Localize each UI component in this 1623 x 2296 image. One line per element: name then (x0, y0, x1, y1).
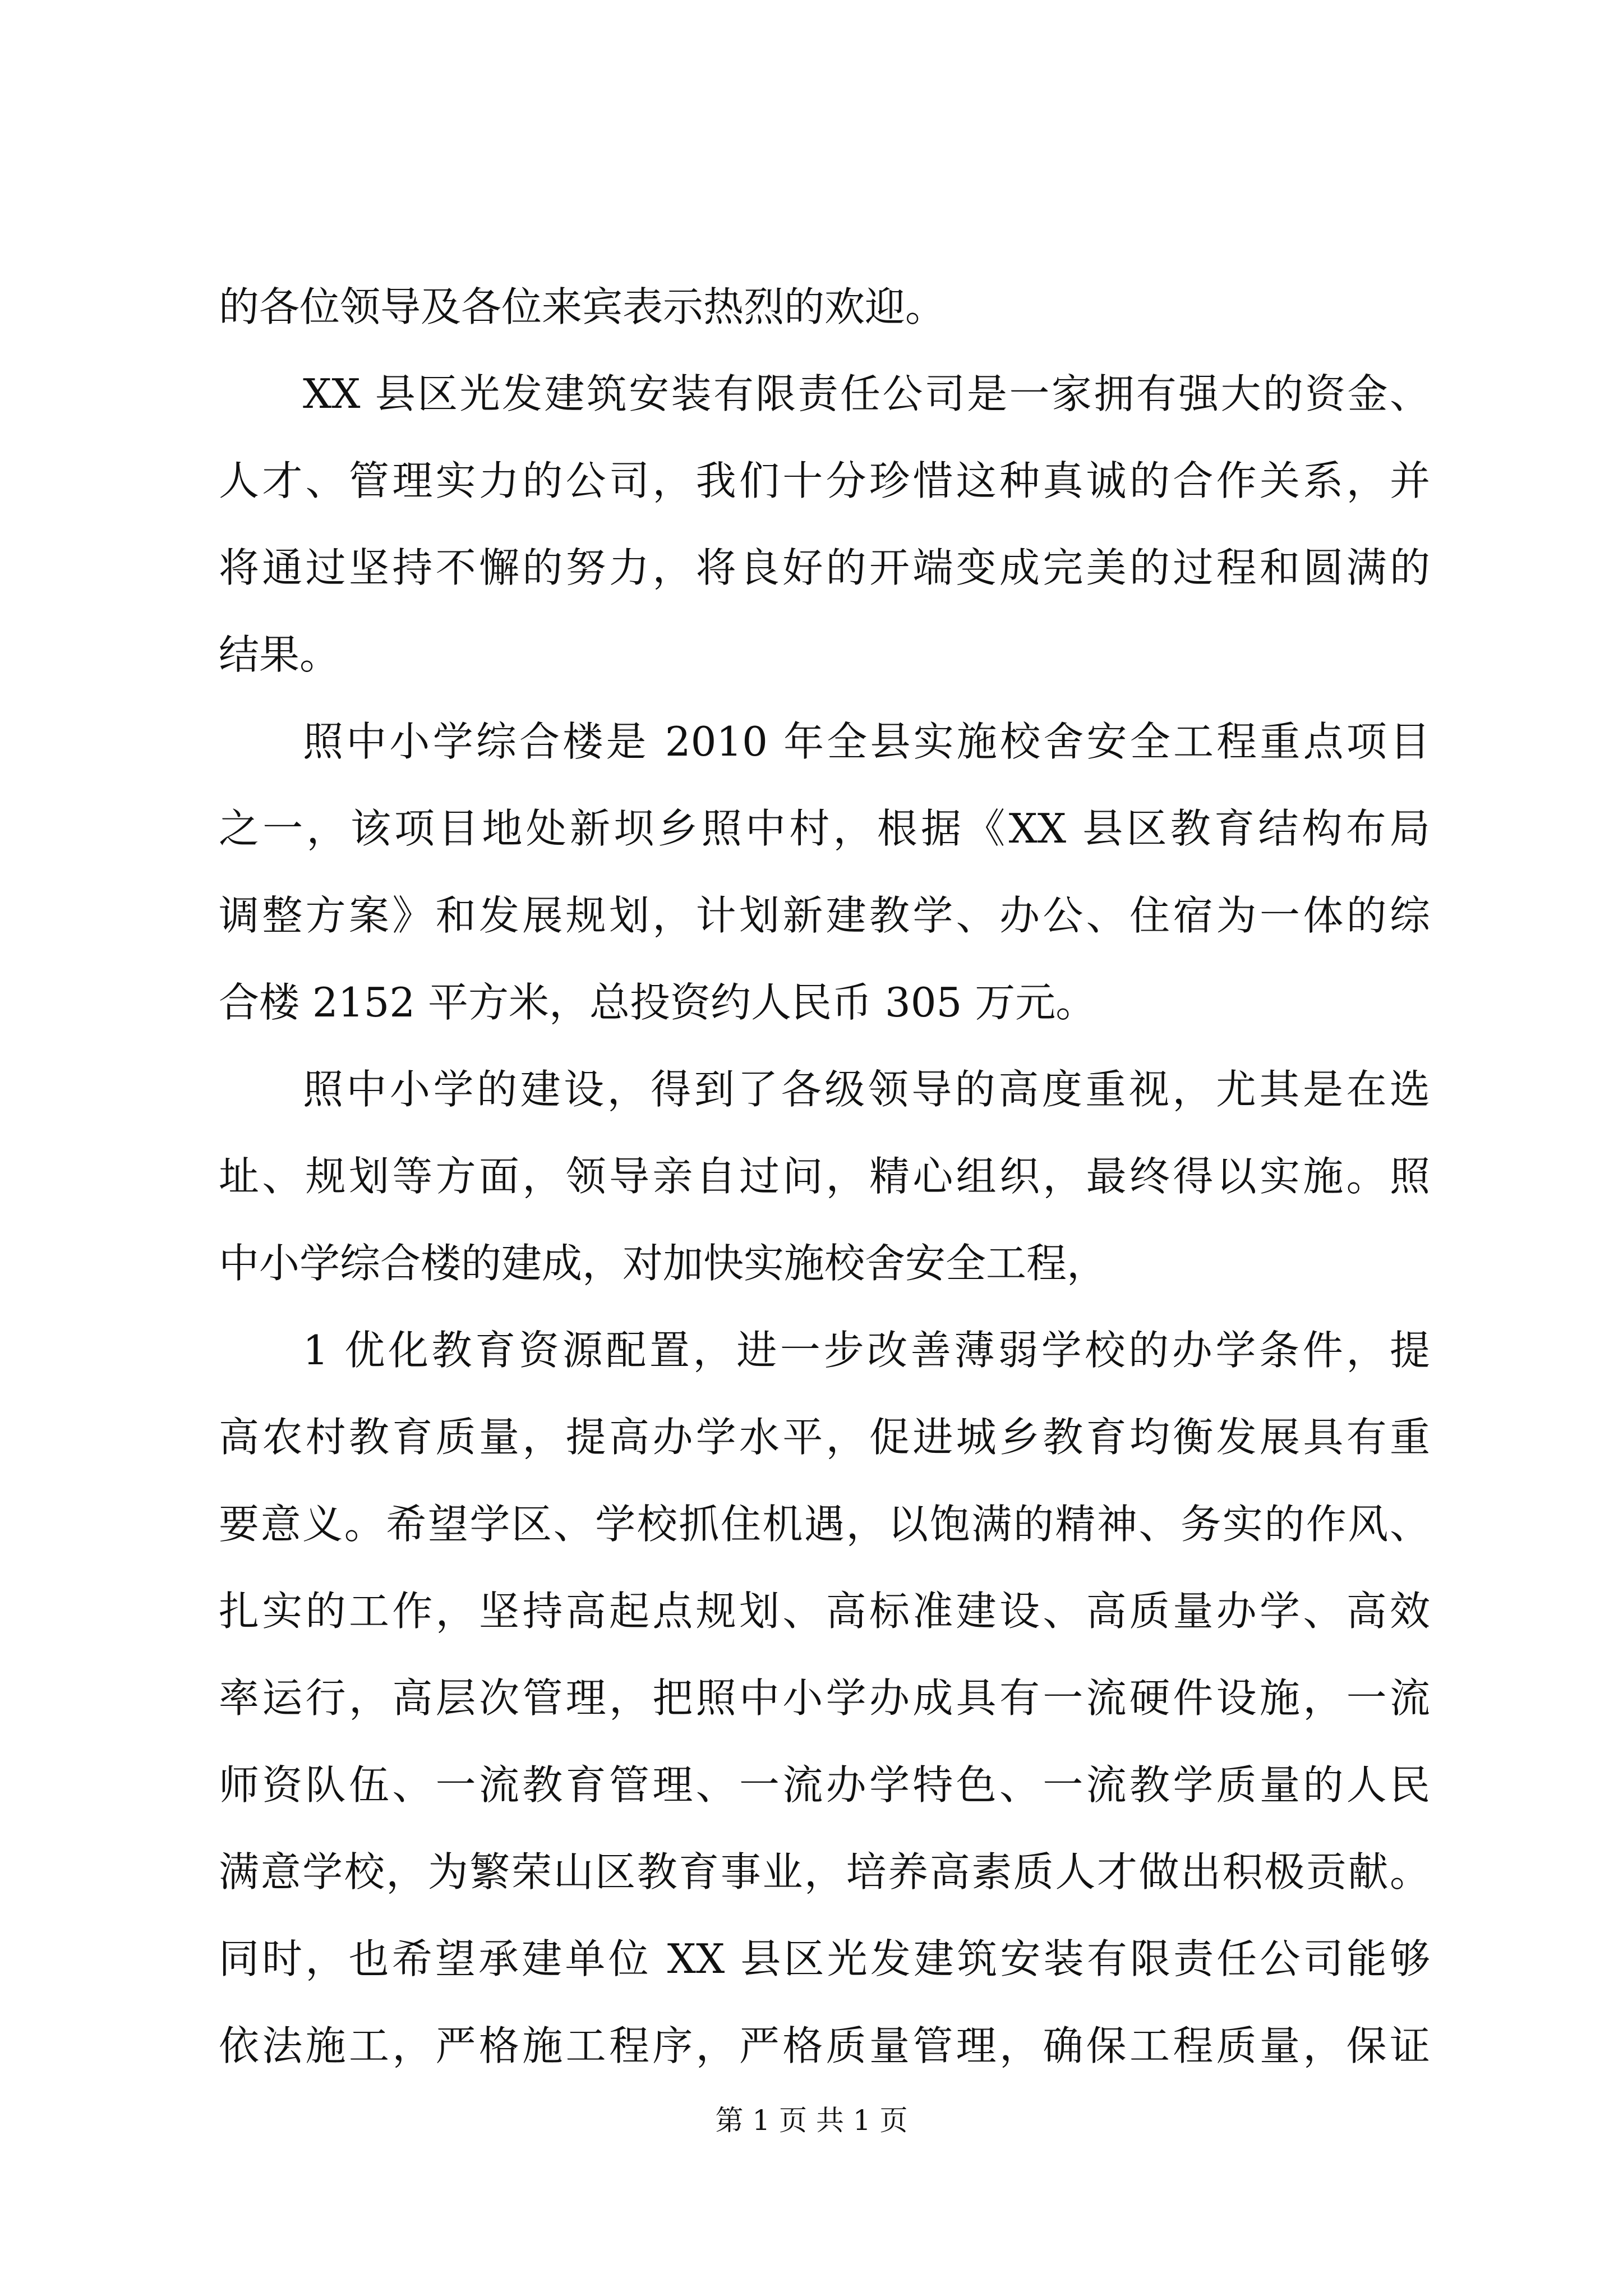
text-line: 的各位领导及各位来宾表示热烈的欢迎。 (219, 283, 946, 330)
text-line: 结果。 (219, 631, 340, 678)
text-line: 师资队伍、一流教育管理、一流办学特色、一流教学质量的人民 (219, 1761, 1430, 1809)
text-line: 人才、管理实力的公司，我们十分珍惜这种真诚的合作关系，并 (219, 457, 1430, 504)
text-line: 率运行，高层次管理，把照中小学办成具有一流硬件设施，一流 (219, 1674, 1430, 1722)
text-line: 同时，也希望承建单位 XX 县区光发建筑安装有限责任公司能够 (219, 1935, 1430, 1982)
page-footer (0, 2101, 1623, 2140)
document-body (219, 264, 1430, 2090)
paragraph (219, 351, 1430, 698)
text-line: 址、规划等方面，领导亲自过问，精心组织，最终得以实施。照 (219, 1153, 1430, 1200)
text-line: 照中小学的建设，得到了各级领导的高度重视，尤其是在选 (303, 1066, 1430, 1113)
text-line: 照中小学综合楼是 2010 年全县实施校舍安全工程重点项目 (303, 718, 1430, 765)
text-line: 调整方案》和发展规划，计划新建教学、办公、住宿为一体的综 (219, 892, 1430, 939)
text-line: 要意义。希望学区、学校抓住机遇，以饱满的精神、务实的作风、 (219, 1501, 1430, 1548)
text-line: 合楼 2152 平方米，总投资约人民币 305 万元。 (219, 979, 1096, 1026)
text-line: 之一，该项目地处新坝乡照中村，根据《XX 县区教育结构布局 (219, 805, 1430, 852)
text-line: 中小学综合楼的建成，对加快实施校舍安全工程， (219, 1240, 1108, 1287)
text-line: XX 县区光发建筑安装有限责任公司是一家拥有强大的资金、 (303, 370, 1430, 417)
text-line: 扎实的工作，坚持高起点规划、高标准建设、高质量办学、高效 (219, 1588, 1430, 1635)
page-number-label: 第 1 页 共 1 页 (715, 2104, 908, 2137)
paragraph (219, 1307, 1430, 2090)
text-line: 将通过坚持不懈的努力，将良好的开端变成完美的过程和圆满的 (219, 544, 1430, 591)
text-line: 满意学校，为繁荣山区教育事业，培养高素质人才做出积极贡献。 (219, 1848, 1430, 1895)
paragraph (219, 1046, 1430, 1307)
text-line: 1 优化教育资源配置，进一步改善薄弱学校的办学条件，提 (303, 1327, 1430, 1374)
text-line: 依法施工，严格施工程序，严格质量管理，确保工程质量，保证 (219, 2022, 1430, 2069)
paragraph (219, 698, 1430, 1046)
text-line: 高农村教育质量，提高办学水平，促进城乡教育均衡发展具有重 (219, 1414, 1430, 1461)
paragraph (219, 264, 1430, 351)
